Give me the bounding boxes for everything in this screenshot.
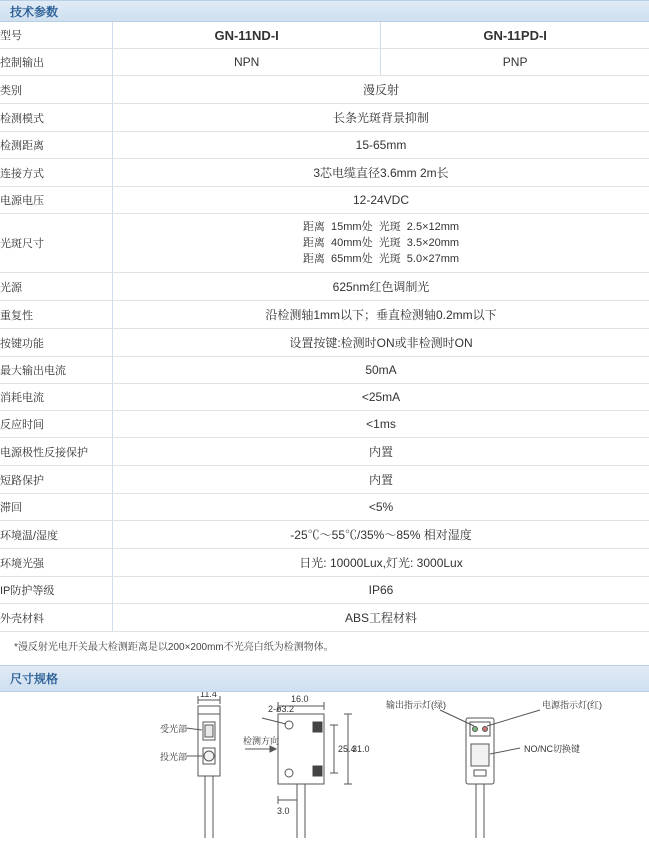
spot-size-lines [113, 219, 649, 267]
dim-label-power-indicator: 电源指示灯(红) [542, 699, 602, 710]
row-value [113, 214, 649, 273]
row-label: 重复性 [0, 301, 113, 329]
row-label: 型号 [0, 22, 113, 49]
table-row [0, 577, 649, 604]
row-label: 检测模式 [0, 104, 113, 132]
row-label: 环境温/湿度 [0, 521, 113, 549]
spot-size-line-1: 距离 15mm处 光斑 2.5×12mm [113, 219, 649, 235]
row-value-pnp: PNP [381, 49, 649, 76]
table-row [0, 49, 649, 76]
table-row [0, 384, 649, 411]
table-row [0, 411, 649, 438]
dim-label-len16: 16.0 [291, 694, 309, 704]
table-row [0, 521, 649, 549]
spec-table-body [0, 22, 649, 632]
row-value-npn: NPN [113, 49, 381, 76]
spot-size-line-2: 距离 40mm处 光斑 3.5×20mm [113, 235, 649, 251]
spec-footnote: *漫反射光电开关最大检测距离是以200×200mm不光亮白纸为检测物体。 [0, 632, 649, 663]
table-row [0, 273, 649, 301]
dimension-drawing [0, 692, 649, 842]
spec-section-title: 技术参数 [0, 0, 649, 22]
row-value: 50mA [113, 357, 649, 384]
row-label: 外壳材料 [0, 604, 113, 632]
row-value: 设置按键:检测时ON或非检测时ON [113, 329, 649, 357]
spec-table [0, 22, 649, 632]
model-pnp-value: GN-11PD-I [381, 22, 649, 49]
row-value: 12-24VDC [113, 187, 649, 214]
row-label: 电源极性反接保护 [0, 438, 113, 466]
table-row [0, 187, 649, 214]
row-label: 控制输出 [0, 49, 113, 76]
row-label: 连接方式 [0, 159, 113, 187]
row-value: <5% [113, 494, 649, 521]
dimension-svg [0, 692, 649, 842]
row-label: 电源电压 [0, 187, 113, 214]
table-row-model [0, 22, 649, 49]
table-row-spot-size [0, 214, 649, 273]
row-label: 最大输出电流 [0, 357, 113, 384]
row-label: 消耗电流 [0, 384, 113, 411]
table-row [0, 357, 649, 384]
dim-label-detect-direction: 检测方向 [243, 735, 279, 746]
row-value: <1ms [113, 411, 649, 438]
row-label: 按键功能 [0, 329, 113, 357]
dim-label-bottom3: 3.0 [277, 806, 290, 816]
dim-label-emitter: 投光部 [160, 751, 187, 762]
dimension-section-title: 尺寸规格 [0, 665, 649, 692]
table-row [0, 301, 649, 329]
row-label: 光斑尺寸 [0, 214, 113, 273]
row-value: <25mA [113, 384, 649, 411]
row-label: 短路保护 [0, 466, 113, 494]
row-label: 光源 [0, 273, 113, 301]
table-row [0, 494, 649, 521]
dim-label-output-indicator: 输出指示灯(绿) [386, 699, 446, 710]
table-row [0, 329, 649, 357]
row-value: 内置 [113, 466, 649, 494]
dim-label-h254: 25.4 [338, 744, 356, 754]
row-label: IP防护等级 [0, 577, 113, 604]
dim-label-width: 11.4 [200, 692, 217, 699]
row-value: IP66 [113, 577, 649, 604]
table-row [0, 104, 649, 132]
table-row [0, 76, 649, 104]
dim-label-switch-key: NO/NC切换键 [524, 743, 580, 754]
row-value: -25℃～55℃/35%～85% 相对湿度 [113, 521, 649, 549]
spot-size-line-3: 距离 65mm处 光斑 5.0×27mm [113, 251, 649, 267]
row-value: 625nm红色调制光 [113, 273, 649, 301]
row-label: 反应时间 [0, 411, 113, 438]
model-npn-value: GN-11ND-I [113, 22, 381, 49]
row-value: 漫反射 [113, 76, 649, 104]
row-value: 15-65mm [113, 132, 649, 159]
table-row [0, 159, 649, 187]
row-label: 类别 [0, 76, 113, 104]
row-value: 沿检测轴1mm以下；垂直检测轴0.2mm以下 [113, 301, 649, 329]
table-row [0, 132, 649, 159]
table-row [0, 604, 649, 632]
table-row [0, 549, 649, 577]
dim-label-h31: 31.0 [352, 744, 370, 754]
row-value: 日光: 10000Lux,灯光: 3000Lux [113, 549, 649, 577]
row-value: ABS工程材料 [113, 604, 649, 632]
row-label: 环境光强 [0, 549, 113, 577]
row-value: 内置 [113, 438, 649, 466]
row-value: 长条光斑背景抑制 [113, 104, 649, 132]
row-value: 3芯电缆直径3.6mm 2m长 [113, 159, 649, 187]
table-row [0, 438, 649, 466]
row-label: 检测距离 [0, 132, 113, 159]
table-row [0, 466, 649, 494]
dim-label-holes: 2-ø3.2 [268, 704, 294, 714]
row-label: 滞回 [0, 494, 113, 521]
dim-label-receiver: 受光部 [160, 723, 187, 734]
